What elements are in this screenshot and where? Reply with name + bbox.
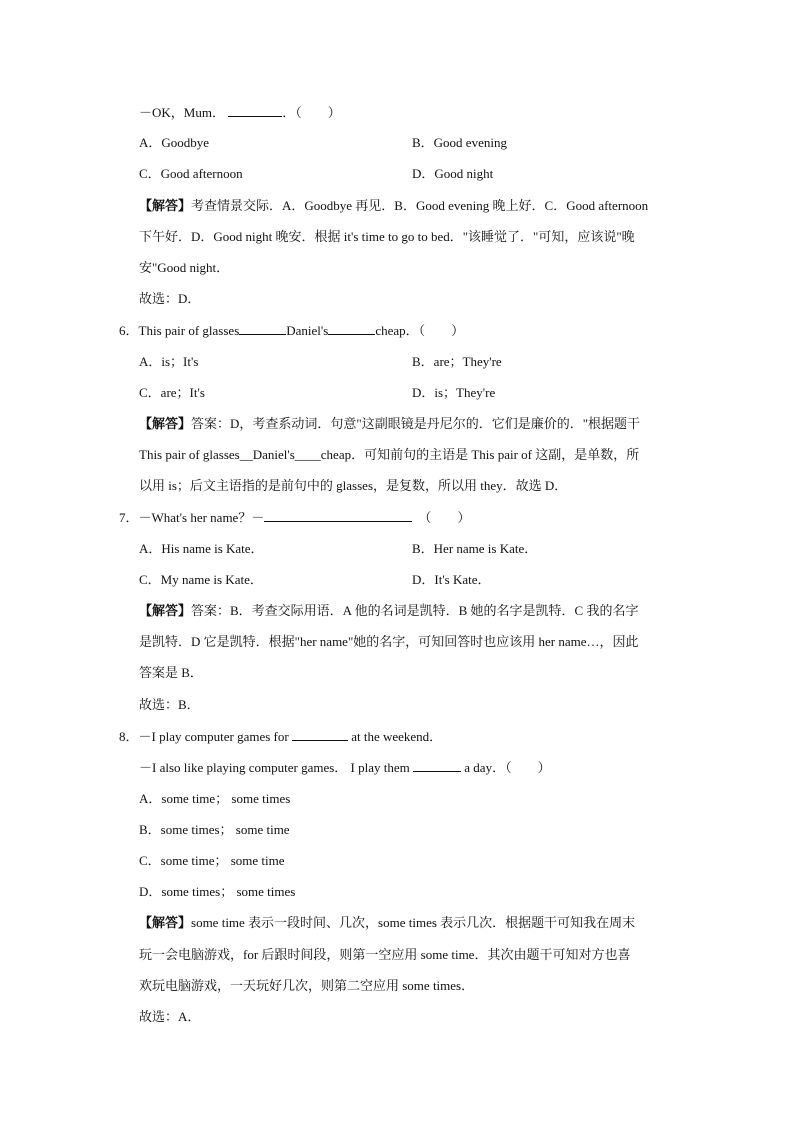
q7-choice: 故选：B．: [139, 697, 200, 712]
q6-stem-part-1: This pair of glasses: [138, 323, 240, 338]
answer-blank: [328, 321, 375, 335]
q5-stem-text: －OK，Mum．: [139, 105, 225, 120]
q7-analysis-line-1: [139, 602, 638, 620]
q7-option-a: A．His name is Kate．: [139, 541, 264, 556]
analysis-tag: 【解答】: [139, 603, 192, 618]
analysis-tag: 【解答】: [139, 915, 192, 930]
q8-option-d: D．some times； some times: [139, 884, 296, 899]
answer-blank: [292, 727, 348, 741]
q8-analysis-line-2: 玩一会电脑游戏，for 后跟时间段，则第一空应用 some time．其次由题干可知对方也喜: [139, 947, 631, 962]
q8-stem-line-2: [139, 758, 551, 777]
q6-stem-part-2: Daniel's: [286, 323, 329, 338]
q6-option-b: B．are；They're: [412, 354, 502, 369]
q7-analysis-line-2: 是凯特．D 它是凯特．根据"her name"她的名字，可知回答时也应该用 her name…，因此: [139, 634, 639, 649]
analysis-text: 答案：B．考查交际用语．A 他的名词是凯特．B 她的名字是凯特．C 我的名字: [191, 603, 639, 618]
q5-choice: 故选：D．: [139, 291, 201, 306]
q7-option-c: C．My name is Kate．: [139, 572, 263, 587]
q7-option-d: D．It's Kate．: [412, 572, 491, 587]
q7-stem: [119, 508, 470, 527]
question-number: 7．: [119, 510, 139, 525]
q5-analysis-line-1: [139, 197, 648, 215]
q8-stem-part-3: －I also like playing computer games． I play them: [139, 760, 410, 775]
q6-analysis-line-3: 以用 is；后文主语指的是前句中的 glasses，是复数，所以用 they．故选 D．: [139, 478, 568, 493]
answer-blank: [239, 321, 286, 335]
q6-option-c: C．are；It's: [139, 385, 205, 400]
q5-option-b: B．Good evening: [412, 135, 507, 150]
q8-stem-part-4: a day．（ ）: [464, 760, 551, 775]
analysis-tag: 【解答】: [139, 416, 192, 431]
analysis-text: 答案：D，考查系动词．句意"这副眼镜是丹尼尔的．它们是廉价的．"根据题干: [191, 416, 641, 431]
q8-option-a: A．some time； some times: [139, 791, 291, 806]
q5-analysis-line-2: 下午好．D．Good night 晚安．根据 it's time to go to bed．"该睡觉了．"可知，应该说"晚: [139, 229, 635, 244]
q5-analysis-line-3: 安"Good night．: [139, 260, 230, 275]
q6-option-d: D．is；They're: [412, 385, 496, 400]
q5-option-c: C．Good afternoon: [139, 166, 243, 181]
q5-stem-tail: ．（ ）: [282, 105, 341, 120]
analysis-tag: 【解答】: [139, 198, 192, 213]
q7-stem-text: －What's her name？－: [138, 510, 265, 525]
q6-stem: [119, 321, 464, 340]
q8-stem-part-1: －I play computer games for: [138, 729, 289, 744]
answer-blank: [264, 508, 412, 522]
q8-analysis-line-1: [139, 914, 635, 932]
q8-stem-line-1: [119, 727, 442, 746]
q8-stem-part-2: at the weekend．: [351, 729, 443, 744]
q6-analysis-line-2: This pair of glasses__Daniel's____cheap．可知前句的主语是 This pair of 这副，是单数，所: [139, 447, 640, 462]
question-number: 8．: [119, 729, 139, 744]
q5-stem: [139, 103, 341, 122]
q8-option-b: B．some times； some time: [139, 822, 290, 837]
q5-option-d: D．Good night: [412, 166, 494, 181]
q8-option-c: C．some time； some time: [139, 853, 285, 868]
q5-option-a: A．Goodbye: [139, 135, 210, 150]
answer-blank: [228, 103, 282, 117]
q6-stem-part-3: cheap．（ ）: [375, 323, 465, 338]
answer-blank: [413, 758, 461, 772]
q6-option-a: A．is；It's: [139, 354, 199, 369]
q6-analysis-line-1: [139, 415, 640, 433]
q8-choice: 故选：A．: [139, 1009, 201, 1024]
analysis-text: 考查情景交际．A．Goodbye 再见．B．Good evening 晚上好．C．Good afternoon: [191, 198, 649, 213]
q7-option-b: B．Her name is Kate．: [412, 541, 538, 556]
q8-analysis-line-3: 欢玩电脑游戏，一天玩好几次，则第二空应用 some times．: [139, 978, 475, 993]
q7-analysis-line-3: 答案是 B．: [139, 665, 203, 680]
question-number: 6．: [119, 323, 139, 338]
q7-stem-tail: （ ）: [418, 510, 471, 525]
analysis-text: some time 表示一段时间、几次，some times 表示几次．根据题干可知我在周末: [191, 915, 636, 930]
